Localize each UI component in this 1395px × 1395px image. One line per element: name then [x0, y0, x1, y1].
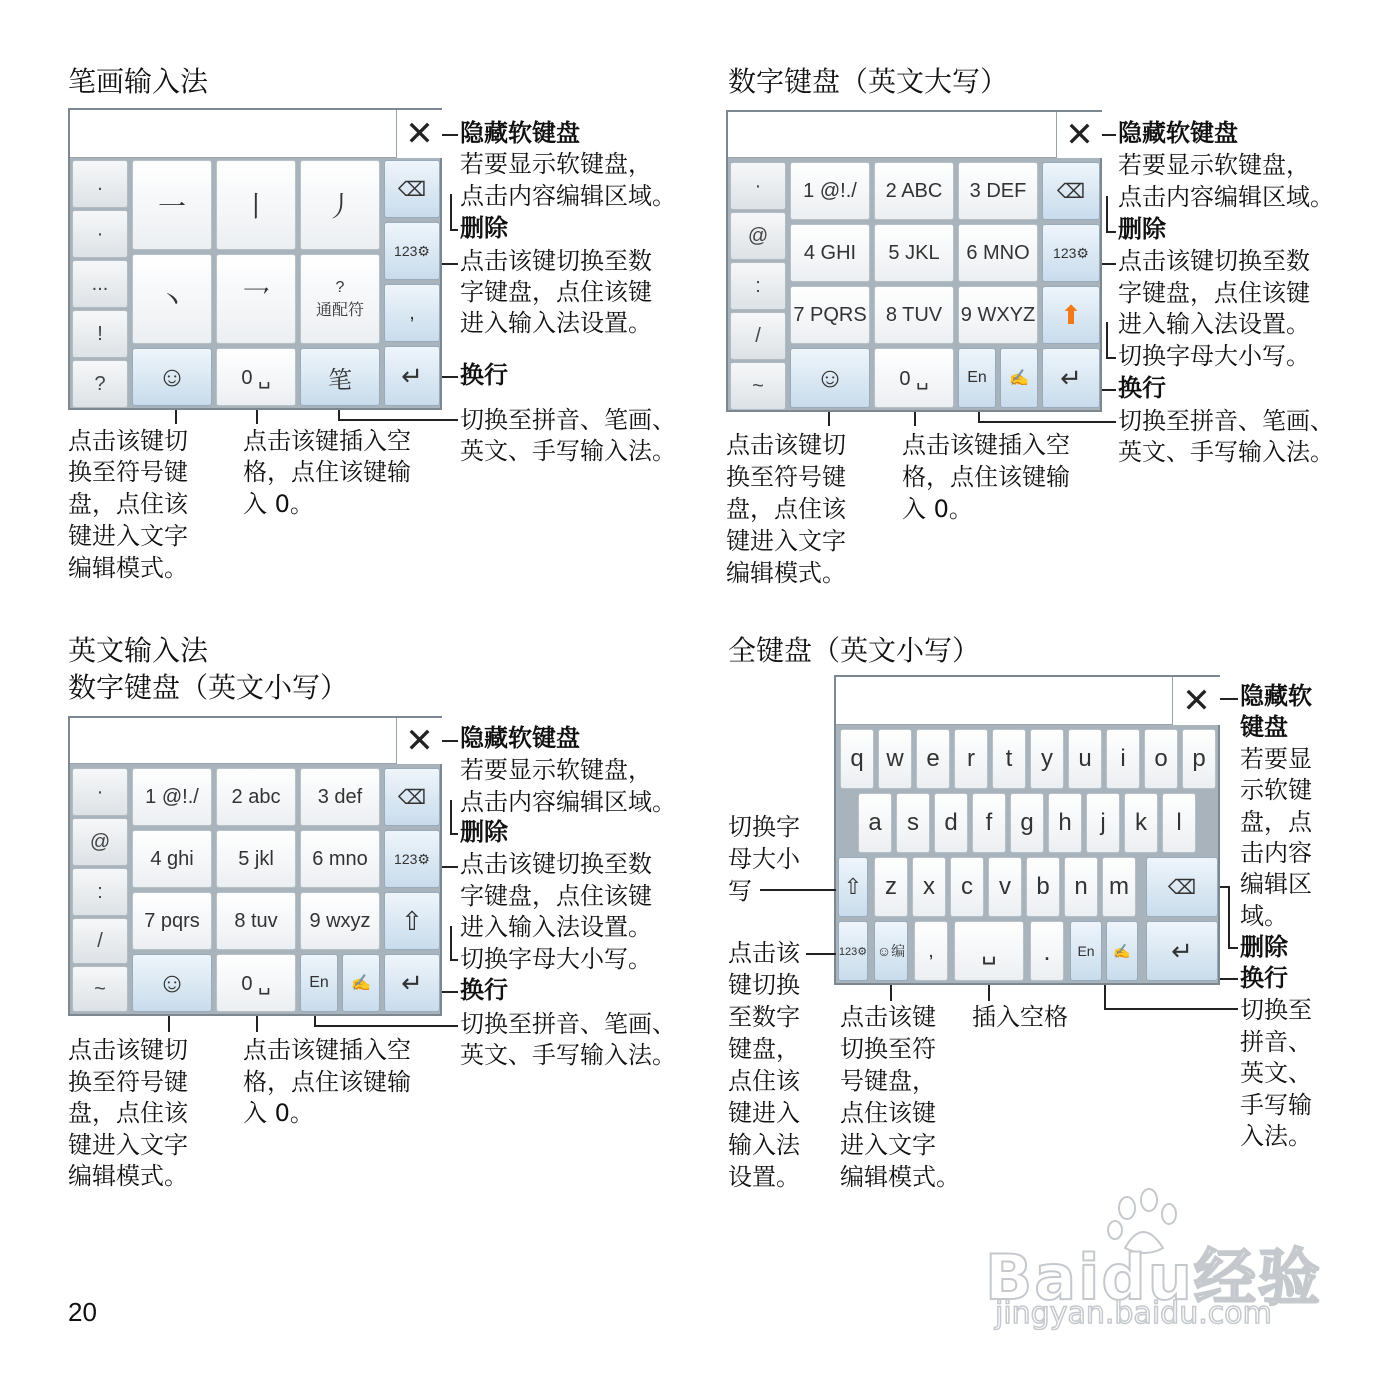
shift-icon[interactable]: ⇧: [384, 892, 440, 950]
label-symbol: 换至符号键: [68, 1068, 188, 1096]
content-edit-area[interactable]: [728, 112, 1056, 158]
label-number: 点击该: [728, 939, 800, 967]
close-icon[interactable]: ✕: [1056, 112, 1102, 158]
label-hide-desc: 点击内容编辑区域。: [460, 182, 676, 210]
label-ime: 切换至拼音、笔画、: [460, 1010, 676, 1038]
letter-key[interactable]: a: [858, 793, 892, 853]
digit-key[interactable]: 3 def: [300, 768, 380, 826]
digit-key[interactable]: 7 PQRS: [790, 286, 870, 344]
digit-key[interactable]: 6 mno: [300, 830, 380, 888]
panel4-title: 全键盘（英文小写）: [728, 634, 981, 667]
label-switch: 字键盘，点住该键: [1118, 279, 1310, 307]
digit-key[interactable]: 1 @!./: [790, 162, 870, 220]
letter-key[interactable]: s: [896, 793, 930, 853]
emoji-icon[interactable]: ☺编: [874, 921, 908, 981]
symbol-key[interactable]: ?: [72, 360, 128, 408]
page-number: 20: [68, 1297, 97, 1327]
label-ime: 入法。: [1240, 1122, 1312, 1150]
digit-key[interactable]: 8 TUV: [874, 286, 954, 344]
label-symbol: 点击该键切: [68, 1036, 188, 1064]
letter-key[interactable]: q: [840, 729, 874, 789]
letter-key[interactable]: e: [916, 729, 950, 789]
label-hide-keyboard: 隐藏软键盘: [460, 119, 580, 147]
symbol-key[interactable]: ~: [72, 966, 128, 1012]
label-ime: 拼音、: [1240, 1028, 1312, 1056]
label-symbol: 键进入文字: [726, 527, 846, 555]
wildcard-label: 通配符: [315, 301, 364, 319]
label-number: 设置。: [728, 1163, 800, 1191]
wildcard-question: ?: [335, 278, 345, 296]
label-space: 点击该键插入空: [902, 431, 1070, 459]
symbol-key[interactable]: /: [730, 312, 786, 360]
watermark-brand: Baidu经验: [985, 1241, 1322, 1314]
letter-key[interactable]: m: [1102, 857, 1136, 917]
enter-icon[interactable]: ↵: [384, 346, 440, 406]
symbol-key[interactable]: ·: [72, 768, 128, 816]
letter-key[interactable]: r: [954, 729, 988, 789]
letter-key[interactable]: g: [1010, 793, 1044, 853]
label-number: 键切换: [728, 971, 800, 999]
backspace-icon[interactable]: ⌫: [384, 768, 440, 826]
label-hide-desc: 编辑区: [1240, 870, 1312, 898]
label-space: 点击该键插入空: [243, 1036, 411, 1064]
stroke-keyboard: [68, 108, 442, 410]
number-settings-icon[interactable]: 123⚙: [384, 830, 440, 888]
label-symbol: 编辑模式。: [68, 554, 188, 582]
comma-key[interactable]: ,: [384, 284, 440, 342]
enter-icon[interactable]: ↵: [384, 954, 440, 1012]
letter-key[interactable]: k: [1124, 793, 1158, 853]
label-ime: 手写输: [1240, 1091, 1312, 1119]
digit-key[interactable]: 4 GHI: [790, 224, 870, 282]
backspace-icon[interactable]: ⌫: [1146, 857, 1218, 917]
close-icon[interactable]: ✕: [1172, 677, 1220, 725]
space-key[interactable]: 0 ␣: [874, 348, 954, 408]
label-ime: 切换至: [1240, 996, 1312, 1024]
symbol-key[interactable]: @: [72, 818, 128, 866]
symbol-key[interactable]: .: [72, 160, 128, 208]
label-number: 输入法: [728, 1131, 800, 1159]
label-hide-desc: 若要显示软键盘，: [460, 150, 652, 178]
letter-key[interactable]: t: [992, 729, 1026, 789]
label-space: 入 0。: [243, 1099, 314, 1127]
letter-key[interactable]: x: [912, 857, 946, 917]
label-symbol: 点击该键切: [68, 427, 188, 455]
letter-key[interactable]: w: [878, 729, 912, 789]
panel3-title: 英文输入法: [68, 634, 209, 667]
label-symbol: 点击该键切: [726, 431, 846, 459]
label-ime: 英文、手写输入法。: [460, 437, 676, 465]
label-space: 入 0。: [243, 490, 314, 518]
label-switch: 点击该键切换至数: [460, 850, 652, 878]
label-symbol: 换至符号键: [68, 458, 188, 486]
enter-icon[interactable]: ↵: [1146, 921, 1218, 981]
label-symbol: 点住该键: [840, 1099, 936, 1127]
stroke-key-dian[interactable]: 丶: [132, 254, 212, 344]
digit-key[interactable]: 9 WXYZ: [958, 286, 1038, 344]
panel2-title: 数字键盘（英文大写）: [728, 65, 1009, 98]
enter-icon[interactable]: ↵: [1042, 348, 1100, 408]
digit-key[interactable]: 7 pqrs: [132, 892, 212, 950]
en-key[interactable]: En: [1070, 921, 1102, 981]
letter-key[interactable]: o: [1144, 729, 1178, 789]
label-case: 切换字: [728, 813, 800, 841]
label-symbol: 盘，点住该: [68, 490, 188, 518]
label-newline: 换行: [1118, 374, 1166, 402]
watermark-url: jingyan.baidu.com: [995, 1296, 1272, 1331]
label-newline: 换行: [1240, 964, 1288, 992]
stroke-key-pie[interactable]: 丿: [300, 160, 380, 250]
label-switch: 进入输入法设置。: [1118, 310, 1310, 338]
digit-key[interactable]: 9 wxyz: [300, 892, 380, 950]
label-symbol: 换至符号键: [726, 463, 846, 491]
letter-key[interactable]: y: [1030, 729, 1064, 789]
number-settings-icon[interactable]: 123⚙: [838, 921, 868, 981]
label-switch: 进入输入法设置。: [460, 913, 652, 941]
label-newline: 换行: [460, 361, 508, 389]
number-settings-icon[interactable]: 123⚙: [1042, 224, 1100, 282]
digit-key[interactable]: 4 ghi: [132, 830, 212, 888]
symbol-key[interactable]: :: [730, 262, 786, 310]
label-space: 格，点住该键输: [243, 1068, 411, 1096]
label-number: 至数字: [728, 1003, 800, 1031]
label-hide-desc: 若要显示软键盘，: [460, 756, 652, 784]
digit-key[interactable]: 8 tuv: [216, 892, 296, 950]
label-switch: 点击该键切换至数: [1118, 247, 1310, 275]
letter-key[interactable]: n: [1064, 857, 1098, 917]
digit-key[interactable]: 1 @!./: [132, 768, 212, 826]
label-symbol: 盘，点住该: [68, 1099, 188, 1127]
shift-icon[interactable]: ⇧: [838, 857, 868, 917]
content-edit-area[interactable]: [70, 110, 396, 158]
label-symbol: 键进入文字: [68, 1131, 188, 1159]
handwriting-icon[interactable]: ✍: [1000, 348, 1038, 408]
label-hide-desc: 点击内容编辑区域。: [460, 788, 676, 816]
comma-key[interactable]: ,: [914, 921, 948, 981]
label-ime: 切换至拼音、笔画、: [1118, 407, 1334, 435]
label-switch: 字键盘，点住该键: [460, 882, 652, 910]
label-symbol: 编辑模式。: [68, 1162, 188, 1190]
label-symbol: 进入文字: [840, 1131, 936, 1159]
letter-key[interactable]: l: [1162, 793, 1196, 853]
label-space: 插入空格: [972, 1003, 1068, 1031]
stroke-key-heng[interactable]: 一: [132, 160, 212, 250]
letter-key[interactable]: z: [874, 857, 908, 917]
label-number: 键盘，: [728, 1035, 800, 1063]
full-keyboard: [834, 675, 1220, 985]
close-icon[interactable]: ✕: [396, 110, 442, 158]
emoji-icon[interactable]: ☺: [132, 348, 212, 406]
digit-key[interactable]: 3 DEF: [958, 162, 1038, 220]
space-key[interactable]: ␣: [954, 921, 1024, 981]
en-key[interactable]: En: [958, 348, 996, 408]
label-hide-desc: 盘，点: [1240, 808, 1312, 836]
label-ime: 切换至拼音、笔画、: [460, 406, 676, 434]
letter-key[interactable]: j: [1086, 793, 1120, 853]
symbol-key[interactable]: @: [730, 212, 786, 260]
symbol-key[interactable]: ·: [730, 162, 786, 210]
letter-key[interactable]: c: [950, 857, 984, 917]
label-case: 切换字母大小写。: [1118, 342, 1310, 370]
letter-key[interactable]: f: [972, 793, 1006, 853]
letter-key[interactable]: p: [1182, 729, 1216, 789]
label-symbol: 切换至符: [840, 1035, 936, 1063]
label-hide-keyboard: 隐藏软: [1240, 682, 1312, 710]
handwriting-icon[interactable]: ✍: [342, 954, 380, 1012]
backspace-icon[interactable]: ⌫: [384, 160, 440, 218]
symbol-key[interactable]: ...: [72, 260, 128, 308]
symbol-key[interactable]: ~: [730, 362, 786, 410]
label-hide-desc: 点击内容编辑区域。: [1118, 183, 1334, 211]
label-space: 格，点住该键输: [902, 463, 1070, 491]
letter-key[interactable]: b: [1026, 857, 1060, 917]
emoji-icon[interactable]: ☺: [790, 348, 870, 408]
label-space: 点击该键插入空: [243, 427, 411, 455]
en-key[interactable]: En: [300, 954, 338, 1012]
content-edit-area[interactable]: [70, 718, 396, 764]
close-icon[interactable]: ✕: [396, 718, 442, 764]
symbol-key[interactable]: ·: [72, 210, 128, 258]
label-delete: 删除: [460, 214, 508, 242]
label-number: 键进入: [728, 1099, 800, 1127]
digit-key[interactable]: 2 ABC: [874, 162, 954, 220]
label-hide-keyboard: 键盘: [1240, 713, 1288, 741]
label-switch: 点击该键切换至数: [460, 247, 652, 275]
digit-key[interactable]: 6 MNO: [958, 224, 1038, 282]
number-keyboard-lower: [68, 716, 442, 1016]
content-edit-area[interactable]: [836, 677, 1172, 725]
label-delete: 删除: [460, 818, 508, 846]
symbol-key[interactable]: /: [72, 918, 128, 964]
stroke-key-zhe[interactable]: 乛: [216, 254, 296, 344]
digit-key[interactable]: 2 abc: [216, 768, 296, 826]
space-key[interactable]: 0 ␣: [216, 954, 296, 1012]
label-symbol: 盘，点住该: [726, 495, 846, 523]
label-switch: 字键盘，点住该键: [460, 278, 652, 306]
backspace-icon[interactable]: ⌫: [1042, 162, 1100, 220]
label-hide-keyboard: 隐藏软键盘: [460, 724, 580, 752]
label-ime: 英文、: [1240, 1059, 1312, 1087]
symbol-key[interactable]: !: [72, 310, 128, 358]
letter-key[interactable]: h: [1048, 793, 1082, 853]
label-ime: 英文、手写输入法。: [460, 1041, 676, 1069]
label-number: 点住该: [728, 1067, 800, 1095]
label-delete: 删除: [1240, 933, 1288, 961]
label-symbol: 编辑模式。: [726, 559, 846, 587]
label-case: 母大小: [728, 845, 800, 873]
digit-key[interactable]: 5 jkl: [216, 830, 296, 888]
letter-key[interactable]: i: [1106, 729, 1140, 789]
label-hide-desc: 示软键: [1240, 776, 1312, 804]
label-ime: 英文、手写输入法。: [1118, 438, 1334, 466]
shift-icon[interactable]: ⬆: [1042, 286, 1100, 344]
period-key[interactable]: .: [1030, 921, 1064, 981]
label-symbol: 键进入文字: [68, 522, 188, 550]
label-symbol: 号键盘，: [840, 1067, 936, 1095]
symbol-key[interactable]: :: [72, 868, 128, 916]
stroke-key-shu[interactable]: 丨: [216, 160, 296, 250]
number-settings-icon[interactable]: 123⚙: [384, 222, 440, 280]
digit-key[interactable]: 5 JKL: [874, 224, 954, 282]
label-switch: 进入输入法设置。: [460, 309, 652, 337]
label-hide-desc: 击内容: [1240, 839, 1312, 867]
label-hide-keyboard: 隐藏软键盘: [1118, 119, 1238, 147]
space-key[interactable]: 0 ␣: [216, 348, 296, 406]
ime-switch-key[interactable]: 笔: [300, 348, 380, 406]
label-hide-desc: 域。: [1240, 902, 1288, 930]
label-symbol: 点击该键: [840, 1003, 936, 1031]
letter-key[interactable]: u: [1068, 729, 1102, 789]
letter-key[interactable]: d: [934, 793, 968, 853]
label-case: 切换字母大小写。: [460, 945, 652, 973]
label-case: 写: [728, 877, 752, 905]
label-space: 入 0。: [902, 495, 973, 523]
letter-key[interactable]: v: [988, 857, 1022, 917]
emoji-icon[interactable]: ☺: [132, 954, 212, 1012]
label-symbol: 编辑模式。: [840, 1163, 960, 1191]
label-delete: 删除: [1118, 215, 1166, 243]
panel3-subtitle: 数字键盘（英文小写）: [68, 671, 349, 704]
handwriting-icon[interactable]: ✍: [1106, 921, 1138, 981]
label-hide-desc: 若要显示软键盘，: [1118, 151, 1310, 179]
label-hide-desc: 若要显: [1240, 745, 1312, 773]
label-space: 格，点住该键输: [243, 458, 411, 486]
panel1-title: 笔画输入法: [68, 65, 209, 98]
number-keyboard-upper: [726, 110, 1102, 412]
label-newline: 换行: [460, 976, 508, 1004]
wildcard-key[interactable]: [300, 254, 380, 344]
